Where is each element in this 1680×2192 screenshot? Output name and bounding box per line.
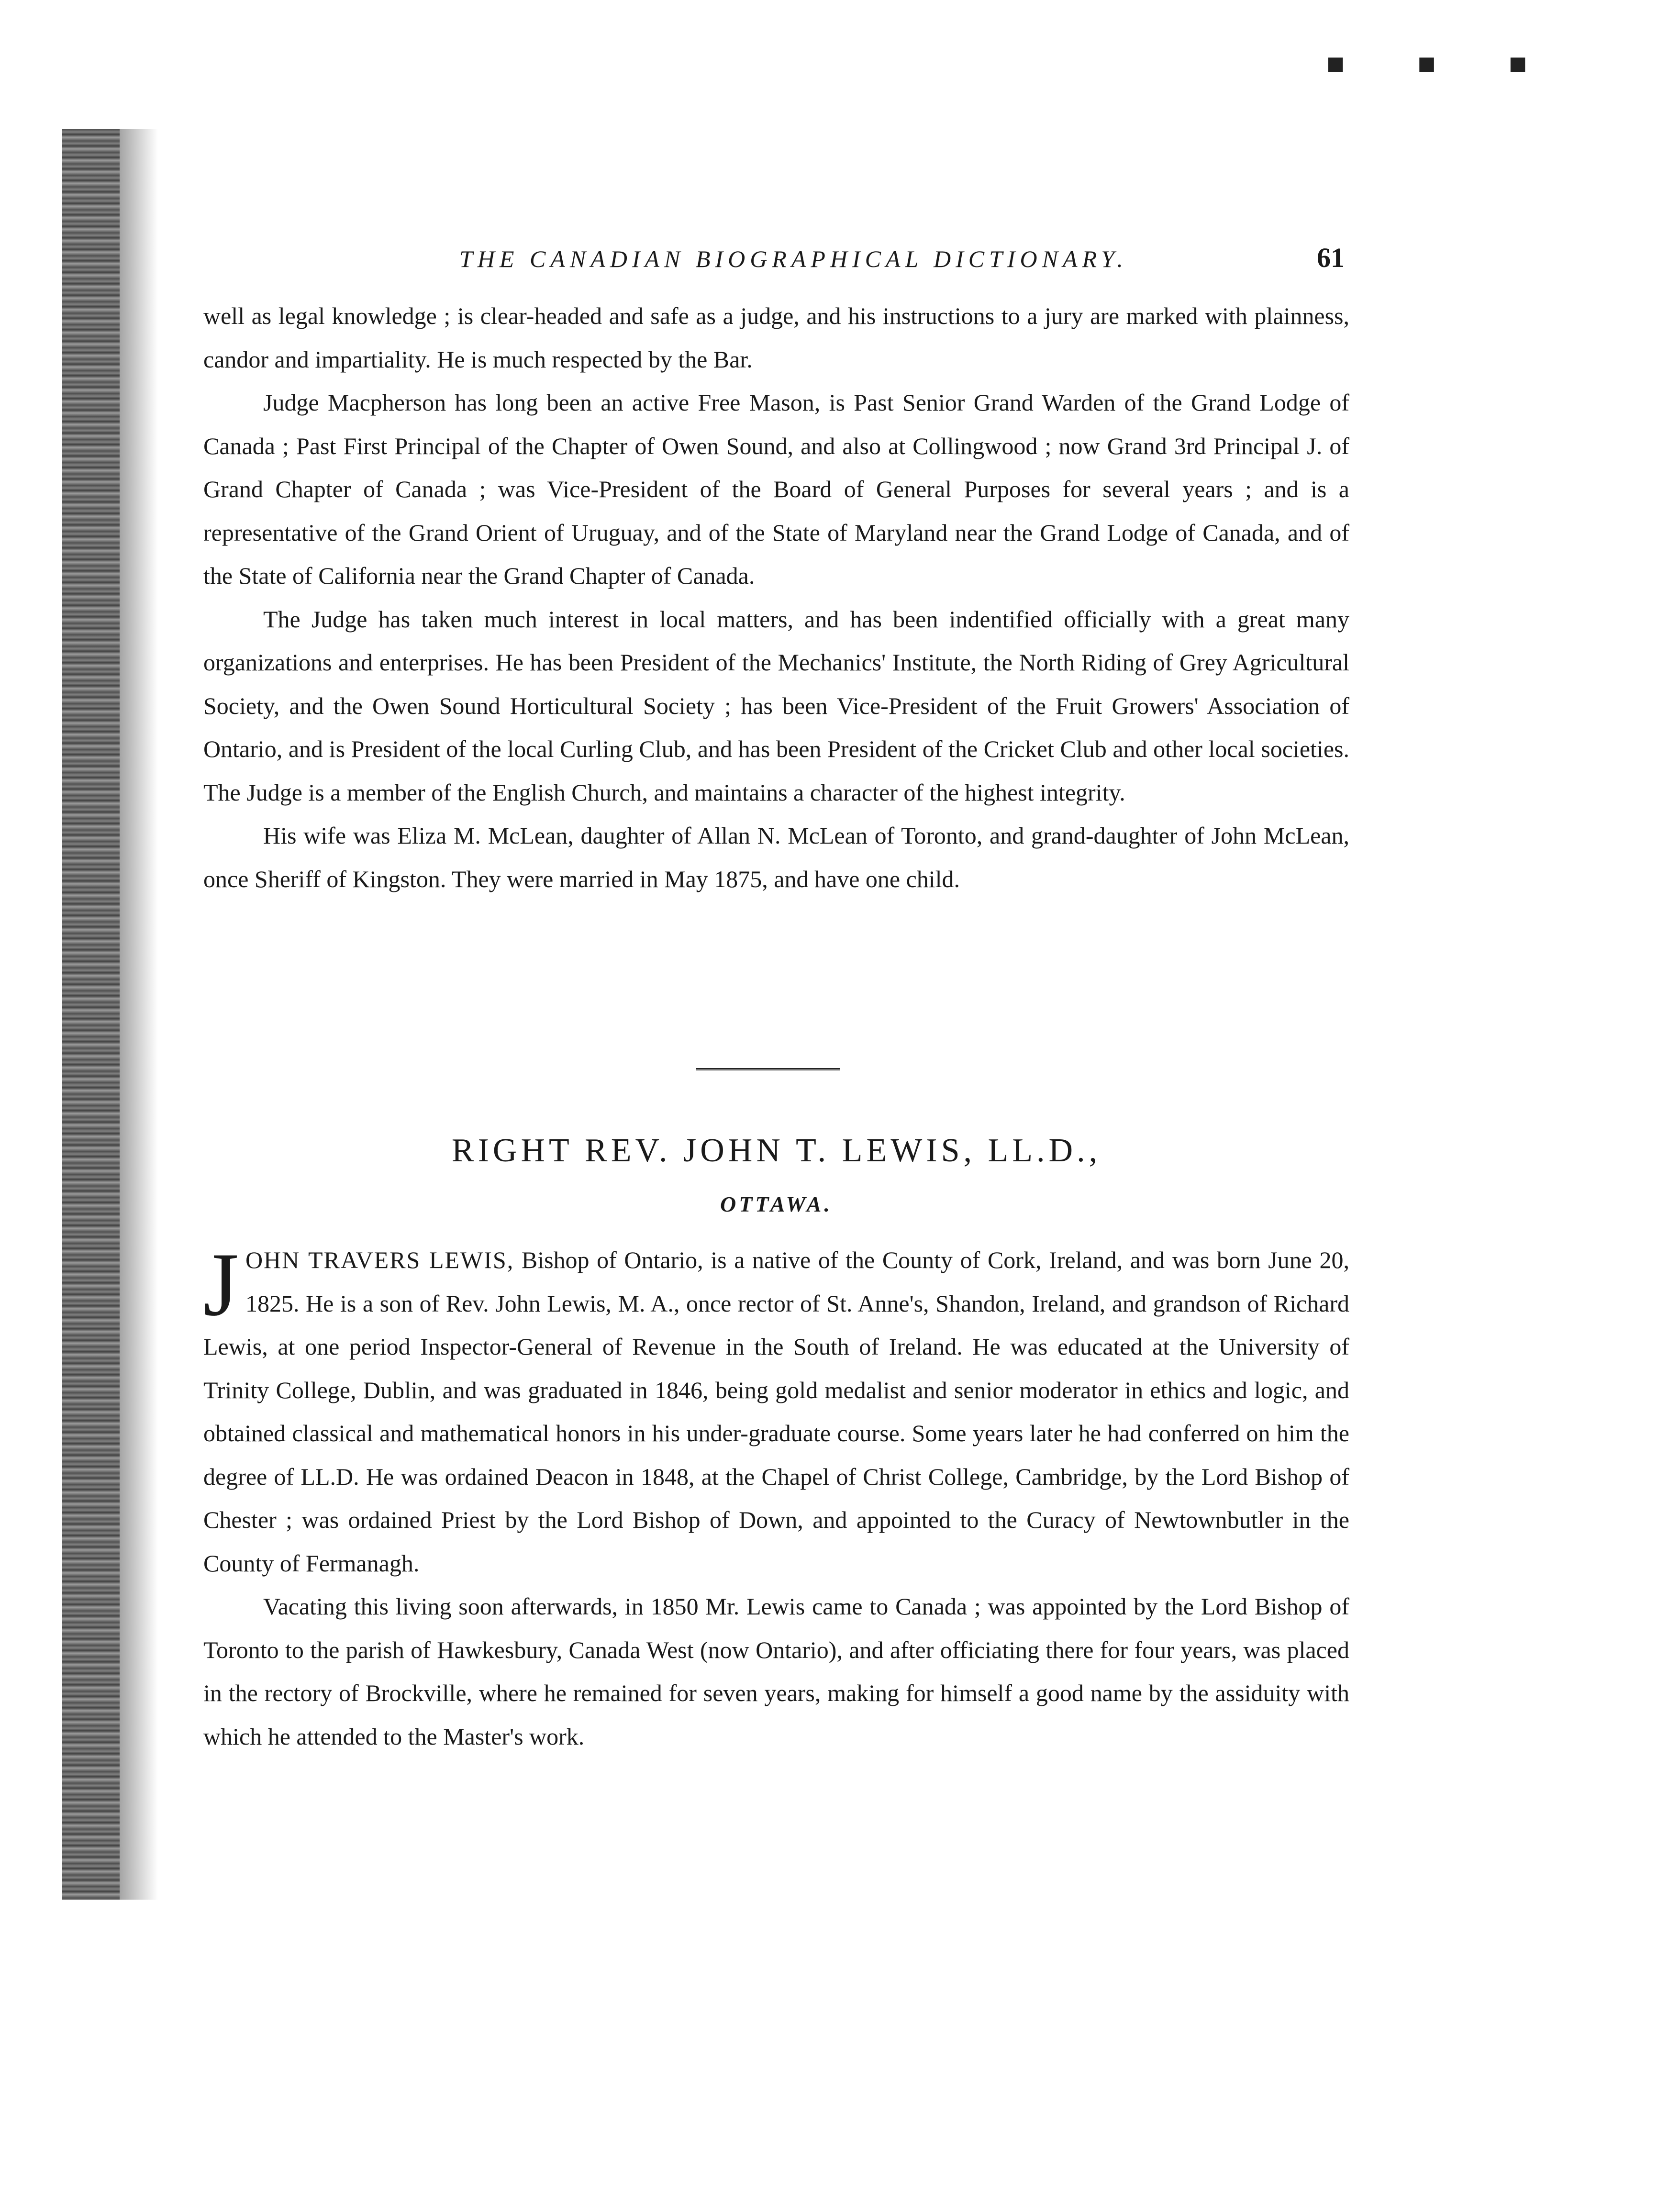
- scan-gutter-shadow: [62, 129, 120, 1900]
- scan-gutter-fade: [120, 129, 158, 1900]
- paragraph-second: Vacating this living soon afterwards, in 1850 Mr. Lewis came to Canada ; was appointed by the Lord Bishop of Toronto to the parish of Hawkesbury, Canada West (now Ontario), and after officiating there for four years, was placed in the rectory of Brockville, where he remained for seven years, making for himself a good name by the assiduity with which he attended to the Master's work.: [203, 1593, 1349, 1750]
- drop-cap: J: [203, 1235, 239, 1335]
- running-head: [211, 242, 1345, 280]
- article-two-body: [203, 1235, 1349, 1758]
- article-heading: RIGHT REV. JOHN T. LEWIS, LL.D.,: [451, 1132, 1101, 1169]
- section-divider-rule: [696, 1068, 840, 1070]
- paragraph-4: His wife was Eliza M. McLean, daughter of Allan N. McLean of Toronto, and grand-daughter of John McLean, once Sheriff of Kingston. They were married in May 1875, and have one child.: [203, 822, 1349, 892]
- page-number: 61: [1317, 242, 1345, 273]
- paragraph-3: The Judge has taken much interest in local matters, and has been indentified officially with a great many organizations and enterprises. He has been President of the Mechanics' Institute, the North Riding of Grey Agricultural Society, and the Owen Sound Horticultural Society ; has been Vice-President of the Fruit Growers' Association of Ontario, and is President of the local Curling Club, and has been President of the Cricket Club and other local societies. The Judge is a member of the English Church, and maintains a character of the highest integrity.: [203, 605, 1349, 806]
- lead-small-caps: OHN TRAVERS LEWIS,: [245, 1246, 514, 1273]
- paragraph-1: well as legal knowledge ; is clear-headed and safe as a judge, and his instructions to a jury are marked with plainness, candor and impartiality. He is much respected by the Bar.: [203, 302, 1349, 373]
- lead-paragraph-text: Bishop of Ontario, is a native of the County of Cork, Ireland, and was born June 20, 1825. He is a son of Rev. John Lewis, M. A., once rector of St. Anne's, Shandon, Ireland, and grandson of Richard Lewis, at one period Inspector-General of Revenue in the South of Ireland. He was educated at the University of Trinity College, Dublin, and was graduated in 1846, being gold medalist and senior moderator in ethics and logic, and obtained classical and mathematical honors in his under-graduate course. Some years later he had conferred on him the degree of LL.D. He was ordained Deacon in 1848, at the Chapel of Christ College, Cambridge, by the Lord Bishop of Chester ; was ordained Priest by the Lord Bishop of Down, and appointed to the Curacy of Newtownbutler in the County of Fermanagh.: [203, 1246, 1349, 1577]
- corner-registration-marks: ■ ■ ■: [1326, 53, 1560, 75]
- article-one-body: [203, 294, 1349, 901]
- article-location: OTTAWA.: [720, 1192, 833, 1216]
- paragraph-lead: [203, 1235, 1349, 1585]
- running-title: THE CANADIAN BIOGRAPHICAL DICTIONARY.: [459, 245, 1128, 272]
- paragraph-2: Judge Macpherson has long been an active Free Mason, is Past Senior Grand Warden of the Grand Lodge of Canada ; Past First Principal of the Chapter of Owen Sound, and also at Collingwood ; now Grand 3rd Principal J. of Grand Chapter of Canada ; was Vice-President of the Board of General Purposes for several years ; and is a representative of the Grand Orient of Uruguay, and of the State of Maryland near the Grand Lodge of Canada, and of the State of California near the Grand Chapter of Canada.: [203, 389, 1349, 589]
